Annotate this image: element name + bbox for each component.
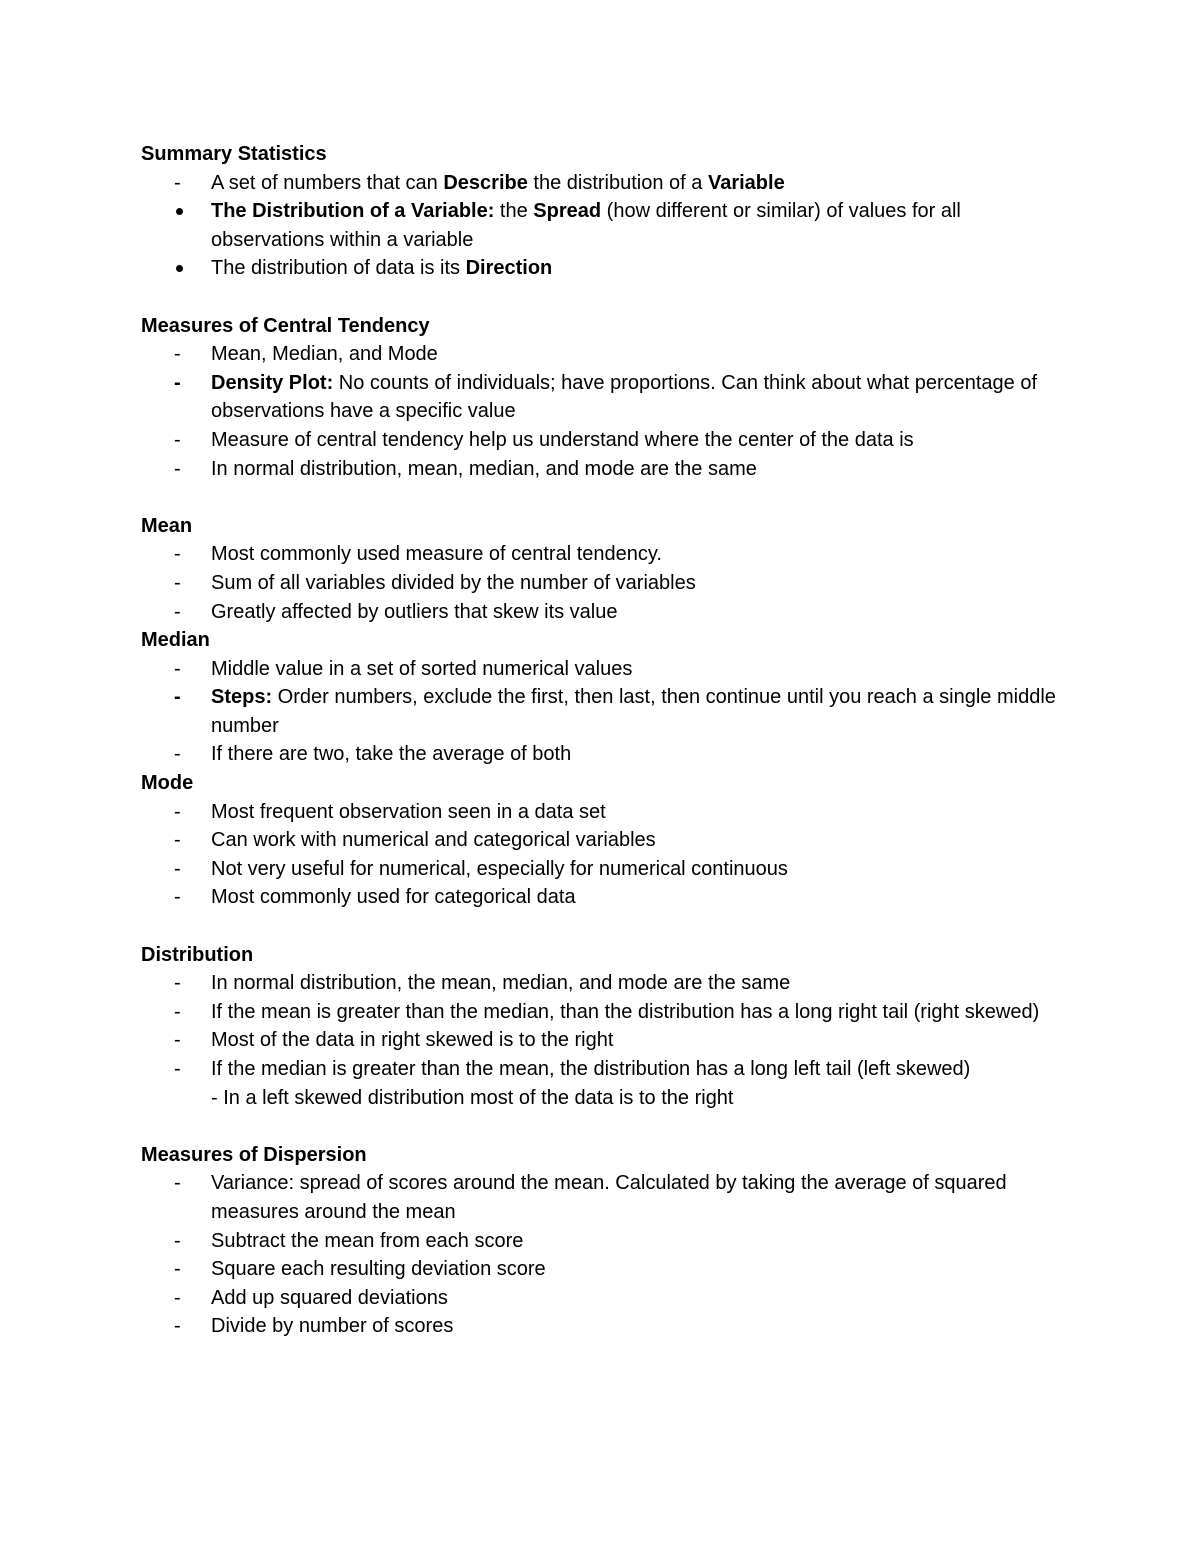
list-item: - Square each resulting deviation score: [141, 1255, 1071, 1284]
dash-marker: [174, 455, 194, 484]
list-item: - If the mean is greater than the median, than the distribution has a long right tail (right skewed): [141, 998, 1071, 1027]
list-item: - Divide by number of scores: [141, 1312, 1071, 1341]
list-item: - Add up squared deviations: [141, 1284, 1071, 1313]
heading-measures-of-dispersion: Measures of Dispersion: [141, 1143, 367, 1166]
list-item: - Steps: Order numbers, exclude the first, then last, then continue until you reach a single middle number: [141, 683, 1071, 740]
list-item: - A set of numbers that can Describe the distribution of a Variable: [141, 169, 1071, 198]
list-item: The Distribution of a Variable: the Spread (how different or similar) of values for all observations within a variable: [211, 200, 961, 251]
dash-marker: [174, 826, 194, 855]
list-item: - In normal distribution, the mean, median, and mode are the same: [141, 969, 1071, 998]
dash-marker: [174, 998, 194, 1027]
list-item: - Sum of all variables divided by the number of variables: [141, 569, 1071, 598]
dash-marker: [174, 569, 194, 598]
list-item: - In normal distribution, mean, median, and mode are the same: [141, 455, 1071, 484]
dash-marker: [174, 340, 194, 369]
dash-marker: [174, 655, 194, 684]
mode-list: [141, 798, 1071, 912]
dash-marker: [174, 1312, 194, 1341]
dash-marker: [174, 740, 194, 769]
heading-distribution: Distribution: [141, 943, 254, 966]
heading-measures-of-central-tendency: Measures of Central Tendency: [141, 314, 430, 337]
list-item: - Most frequent observation seen in a data set: [141, 798, 1071, 827]
dash-marker: [174, 798, 194, 827]
list-item: The distribution of data is its Direction: [211, 257, 553, 280]
dash-marker: [174, 369, 194, 398]
dash-marker: [174, 1055, 194, 1084]
dash-marker: [174, 1169, 194, 1198]
dash-marker: [174, 969, 194, 998]
dash-marker: [174, 540, 194, 569]
list-item: - Measure of central tendency help us understand where the center of the data is: [141, 426, 1071, 455]
list-item: - Subtract the mean from each score: [141, 1227, 1071, 1256]
list-item: - If there are two, take the average of both: [141, 740, 1071, 769]
dash-marker: [174, 426, 194, 455]
median-list: [141, 655, 1071, 769]
distribution-subline: - In a left skewed distribution most of the data is to the right: [211, 1086, 734, 1109]
list-item: - Variance: spread of scores around the mean. Calculated by taking the average of squared measures around the mean: [141, 1169, 1071, 1226]
heading-summary-statistics: Summary Statistics: [141, 143, 327, 165]
dash-marker: [174, 883, 194, 912]
dash-marker: [174, 1255, 194, 1284]
central-tendency-list: [141, 340, 1071, 483]
heading-mean: Mean: [141, 514, 193, 537]
list-item: - Mean, Median, and Mode: [141, 340, 1071, 369]
dash-marker: [174, 598, 194, 627]
list-item: - Most commonly used measure of central tendency.: [141, 540, 1071, 569]
dispersion-list: [141, 1169, 1071, 1341]
dash-marker: [174, 683, 194, 712]
list-item: - Most commonly used for categorical data: [141, 883, 1071, 912]
dash-marker: [174, 1026, 194, 1055]
distribution-list: [141, 969, 1071, 1083]
list-item: - If the median is greater than the mean, the distribution has a long left tail (left skewed): [141, 1055, 1071, 1084]
dash-marker: [174, 169, 194, 198]
summary-statistics-list: [141, 169, 1071, 283]
dash-marker: [174, 855, 194, 884]
list-item: - Density Plot: No counts of individuals; have proportions. Can think about what percentage of observations have a specific value: [141, 369, 1071, 426]
dash-marker: [174, 1227, 194, 1256]
heading-mode: Mode: [141, 772, 194, 795]
list-item: - Greatly affected by outliers that skew its value: [141, 598, 1071, 627]
document-page: [141, 140, 1071, 1341]
list-item: - Not very useful for numerical, especially for numerical continuous: [141, 855, 1071, 884]
dash-marker: [174, 1284, 194, 1313]
list-item: - Middle value in a set of sorted numerical values: [141, 655, 1071, 684]
list-item: - Can work with numerical and categorical variables: [141, 826, 1071, 855]
mean-list: [141, 540, 1071, 626]
heading-median: Median: [141, 629, 210, 652]
list-item: - Most of the data in right skewed is to the right: [141, 1026, 1071, 1055]
